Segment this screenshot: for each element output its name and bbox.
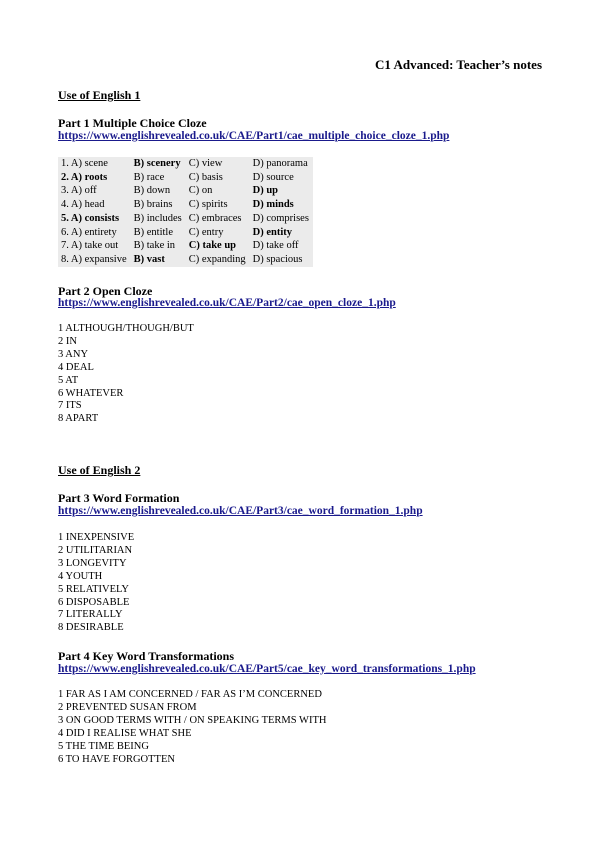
answer-item: 4 DEAL xyxy=(58,361,94,373)
part-4-link[interactable]: https://www.englishrevealed.co.uk/CAE/Part5/cae_key_word_transformations_1.php xyxy=(58,663,476,675)
part-2-title: Part 2 Open Cloze xyxy=(58,284,153,298)
answer-item: 1 FAR AS I AM CONCERNED / FAR AS I’M CONCERNED xyxy=(58,689,322,700)
table-row xyxy=(58,253,313,267)
answer-item: 3 LONGEVITY xyxy=(58,557,127,569)
answer-item: 7 LITERALLY xyxy=(58,609,123,621)
correct-option-cell: B) vast xyxy=(133,253,165,265)
correct-option-cell: 2. A) roots xyxy=(61,171,108,183)
part-2-link[interactable]: https://www.englishrevealed.co.uk/CAE/Part2/cae_open_cloze_1.php xyxy=(58,297,396,309)
option-cell: 7. A) take out xyxy=(61,240,119,252)
option-cell: C) embraces xyxy=(188,212,242,224)
correct-option-cell: D) entity xyxy=(252,226,292,238)
part-4-answer-list xyxy=(58,689,326,766)
option-cell: D) spacious xyxy=(252,253,303,265)
part-3-title: Part 3 Word Formation xyxy=(58,491,180,505)
answer-item: 5 RELATIVELY xyxy=(58,583,129,595)
part-2-answer-list xyxy=(58,323,194,426)
option-cell: 1. A) scene xyxy=(61,158,108,169)
option-cell: B) take in xyxy=(133,240,176,252)
option-cell: B) race xyxy=(133,171,165,183)
option-cell: C) on xyxy=(188,185,213,197)
option-cell: C) view xyxy=(188,158,223,169)
table-row xyxy=(58,198,313,212)
section-heading-use-of-english-2: Use of English 2 xyxy=(58,463,141,477)
option-cell: D) take off xyxy=(252,240,299,252)
option-cell: C) basis xyxy=(188,171,223,183)
option-cell: C) expanding xyxy=(188,253,246,265)
option-cell: D) source xyxy=(252,171,294,183)
answer-item: 2 PREVENTED SUSAN FROM xyxy=(58,701,197,713)
option-cell: B) down xyxy=(133,185,171,197)
answer-item: 4 YOUTH xyxy=(58,570,103,582)
table-row xyxy=(58,226,313,240)
table-row xyxy=(58,184,313,198)
table-row xyxy=(58,171,313,185)
answer-item: 3 ANY xyxy=(58,348,89,360)
table-row xyxy=(58,157,313,171)
option-cell: 4. A) head xyxy=(61,199,105,211)
answer-item: 2 IN xyxy=(58,335,77,347)
option-cell: B) includes xyxy=(133,212,182,224)
answer-item: 4 DID I REALISE WHAT SHE xyxy=(58,727,192,739)
answer-item: 8 APART xyxy=(58,413,99,425)
correct-option-cell: B) scenery xyxy=(133,158,181,169)
table-row xyxy=(58,239,313,253)
correct-option-cell: 5. A) consists xyxy=(61,212,120,224)
answer-item: 1 ALTHOUGH/THOUGH/BUT xyxy=(58,323,194,334)
answer-item: 8 DESIRABLE xyxy=(58,622,124,634)
part-3-answer-list xyxy=(58,532,134,635)
correct-option-cell: D) up xyxy=(252,185,279,197)
part-1-link[interactable]: https://www.englishrevealed.co.uk/CAE/Part1/cae_multiple_choice_cloze_1.php xyxy=(58,130,450,142)
part-4-title: Part 4 Key Word Transformations xyxy=(58,649,234,663)
answer-item: 6 DISPOSABLE xyxy=(58,596,130,608)
option-cell: 6. A) entirety xyxy=(61,226,117,238)
answer-item: 5 AT xyxy=(58,374,79,386)
answer-item: 5 THE TIME BEING xyxy=(58,740,149,752)
answer-item: 2 UTILITARIAN xyxy=(58,544,133,556)
answer-item: 6 WHATEVER xyxy=(58,387,124,399)
part-3-link[interactable]: https://www.englishrevealed.co.uk/CAE/Part3/cae_word_formation_1.php xyxy=(58,505,423,517)
answer-item: 7 ITS xyxy=(58,400,82,412)
correct-option-cell: C) take up xyxy=(188,240,237,252)
section-heading-use-of-english-1: Use of English 1 xyxy=(58,88,141,102)
option-cell: B) entitle xyxy=(133,226,173,238)
answer-item: 1 INEXPENSIVE xyxy=(58,532,135,543)
multiple-choice-answer-table xyxy=(58,157,313,267)
answer-item: 3 ON GOOD TERMS WITH / ON SPEAKING TERMS WITH xyxy=(58,714,327,726)
option-cell: D) panorama xyxy=(252,158,308,169)
option-cell: C) entry xyxy=(188,226,224,238)
option-cell: 8. A) expansive xyxy=(61,253,127,265)
option-cell: D) comprises xyxy=(252,212,309,224)
part-1-title: Part 1 Multiple Choice Cloze xyxy=(58,116,207,130)
document-title: C1 Advanced: Teacher’s notes xyxy=(375,57,542,72)
option-cell: 3. A) off xyxy=(61,185,97,197)
option-cell: C) spirits xyxy=(188,199,228,211)
correct-option-cell: D) minds xyxy=(252,199,294,211)
answer-item: 6 TO HAVE FORGOTTEN xyxy=(58,753,175,765)
table-row xyxy=(58,212,313,226)
option-cell: B) brains xyxy=(133,199,173,211)
